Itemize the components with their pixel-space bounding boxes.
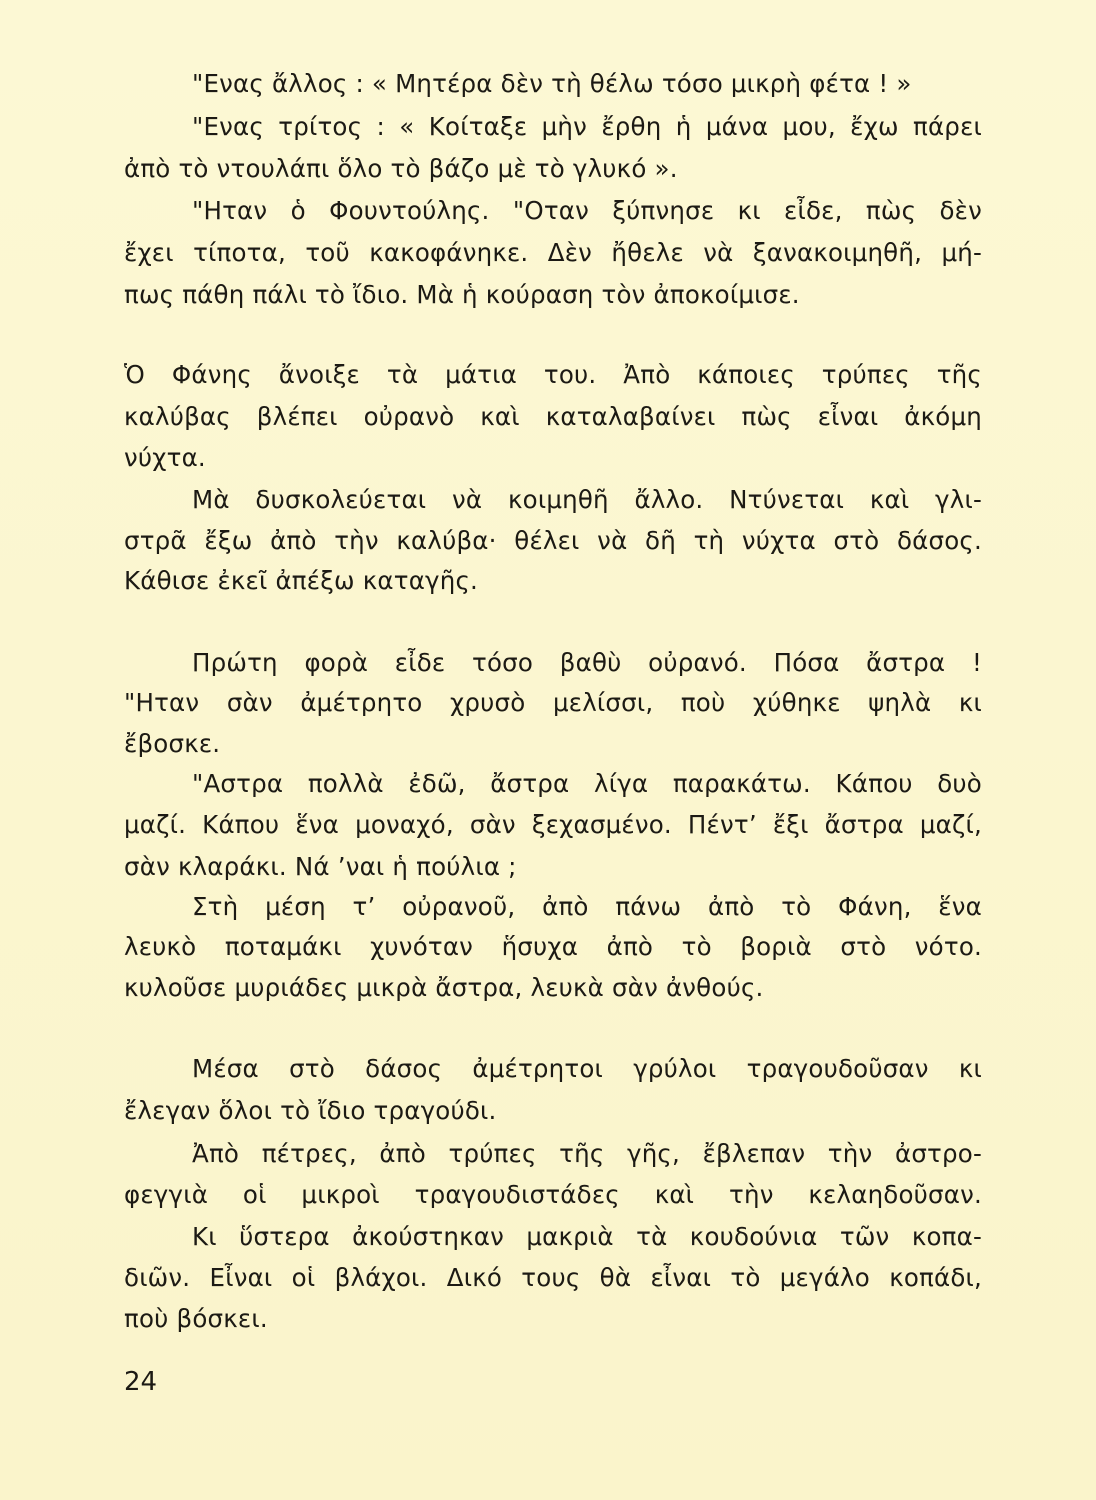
text-line: μαζί. Κάπου ἕνα μοναχό, σὰν ξεχασμένο. Πέντ’ ἔξι ἄστρα μαζί, — [124, 810, 982, 839]
text-line: ἀπὸ τὸ ντουλάπι ὅλο τὸ βάζο μὲ τὸ γλυκό ». — [124, 154, 678, 183]
text-line: ποὺ βόσκει. — [124, 1304, 268, 1333]
text-line: Στὴ μέση τ’ οὐρανοῦ, ἀπὸ πάνω ἀπὸ τὸ Φάνη, ἕνα — [192, 892, 982, 921]
text-line: "Ηταν ὁ Φουντούλης. "Οταν ξύπνησε κι εἶδε, πὼς δὲν — [192, 196, 982, 225]
text-line: σὰν κλαράκι. Νά ’ναι ἡ πούλια ; — [124, 852, 517, 881]
text-line: "Ενας ἄλλος : « Μητέρα δὲν τὴ θέλω τόσο μικρὴ φέτα ! » — [192, 69, 912, 98]
text-line: φεγγιὰ οἱ μικροὶ τραγουδιστάδες καὶ τὴν κελαηδοῦσαν. — [124, 1180, 982, 1209]
text-line: ἔβοσκε. — [124, 729, 221, 758]
text-line: "Ηταν σὰν ἀμέτρητο χρυσὸ μελίσσι, ποὺ χύθηκε ψηλὰ κι — [124, 688, 982, 717]
text-line: ἔχει τίποτα, τοῦ κακοφάνηκε. Δὲν ἤθελε νὰ ξανακοιμηθῆ, μή- — [124, 238, 982, 267]
text-line: κυλοῦσε μυριάδες μικρὰ ἄστρα, λευκὰ σὰν ἀνθούς. — [124, 973, 764, 1002]
text-line: Μὰ δυσκολεύεται νὰ κοιμηθῆ ἄλλο. Ντύνεται καὶ γλι- — [192, 485, 982, 514]
text-line: Κάθισε ἐκεῖ ἀπέξω καταγῆς. — [124, 566, 479, 595]
text-line: καλύβας βλέπει οὐρανὸ καὶ καταλαβαίνει πὼς εἶναι ἀκόμη — [124, 402, 982, 431]
text-line: "Αστρα πολλὰ ἐδῶ, ἄστρα λίγα παρακάτω. Κάπου δυὸ — [192, 769, 982, 798]
text-line: λευκὸ ποταμάκι χυνόταν ἥσυχα ἀπὸ τὸ βοριὰ στὸ νότο. — [124, 932, 982, 961]
text-line: Ἀπὸ πέτρες, ἀπὸ τρύπες τῆς γῆς, ἔβλεπαν τὴν ἀστρο- — [192, 1139, 982, 1168]
text-line: διῶν. Εἶναι οἱ βλάχοι. Δικό τους θὰ εἶναι τὸ μεγάλο κοπάδι, — [124, 1263, 982, 1292]
text-line: Μέσα στὸ δάσος ἀμέτρητοι γρύλοι τραγουδοῦσαν κι — [192, 1054, 982, 1083]
text-line: ἔλεγαν ὅλοι τὸ ἴδιο τραγούδι. — [124, 1096, 497, 1125]
text-line: Κι ὕστερα ἀκούστηκαν μακριὰ τὰ κουδούνια τῶν κοπα- — [192, 1222, 982, 1251]
text-line: νύχτα. — [124, 443, 206, 472]
text-line: Ὁ Φάνης ἄνοιξε τὰ μάτια του. Ἀπὸ κάποιες τρύπες τῆς — [124, 360, 982, 389]
text-line: πως πάθη πάλι τὸ ἴδιο. Μὰ ἡ κούραση τὸν ἀποκοίμισε. — [124, 280, 800, 309]
text-line: στρᾶ ἔξω ἀπὸ τὴν καλύβα· θέλει νὰ δῆ τὴ νύχτα στὸ δάσος. — [124, 526, 982, 555]
text-line: "Ενας τρίτος : « Κοίταξε μὴν ἔρθη ἡ μάνα μου, ἔχω πάρει — [192, 112, 982, 141]
text-line: Πρώτη φορὰ εἶδε τόσο βαθὺ οὐρανό. Πόσα ἄστρα ! — [192, 648, 982, 677]
page-number: 24 — [124, 1367, 158, 1397]
